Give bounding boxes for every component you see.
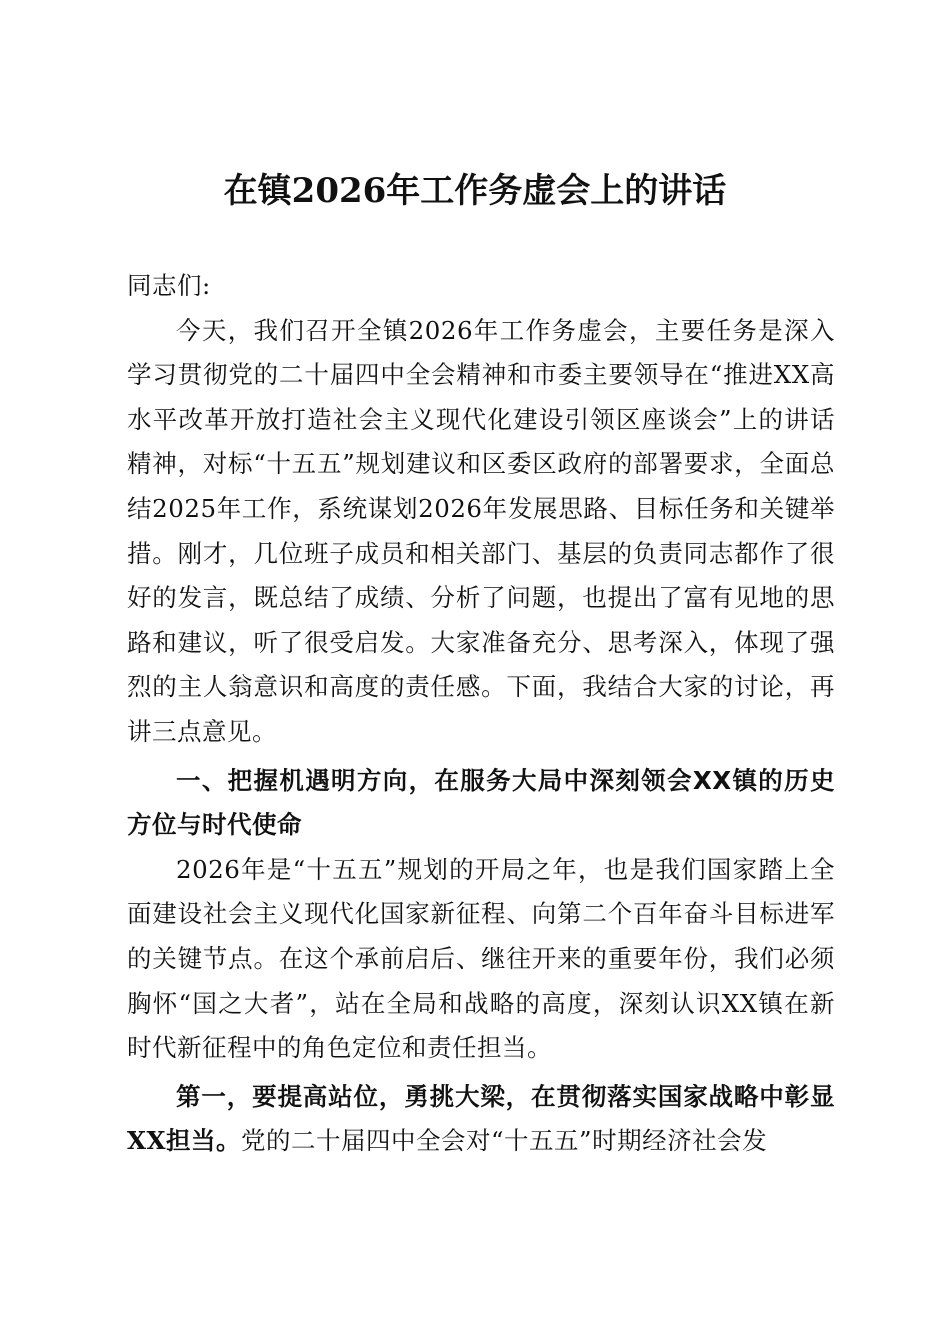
document-body	[127, 264, 835, 1164]
point-one-paragraph	[127, 1075, 835, 1164]
section-heading-one: 一、把握机遇明方向，在服务大局中深刻领会XX镇的历史方位与时代使命	[127, 765, 835, 840]
intro-paragraph: 今天，我们召开全镇2026年工作务虚会，主要任务是深入学习贯彻党的二十届四中全会精神和市委主要领导在“推进XX高水平改革开放打造社会主义现代化建设引领区座谈会”上的讲话精神，对标“十五五”规划建议和区委区政府的部署要求，全面总结2025年工作，系统谋划2026年发展思路、目标任务和关键举措。刚才，几位班子成员和相关部门、基层的负责同志都作了很好的发言，既总结了成绩、分析了问题，也提出了富有见地的思路和建议，听了很受启发。大家准备充分、思考深入，体现了强烈的主人翁意识和高度的责任感。下面，我结合大家的讨论，再讲三点意见。	[127, 315, 835, 746]
point-one-lead: 第一，要提高站位，勇挑大梁，在贯彻落实国家战略中彰显XX担当。	[127, 1081, 835, 1156]
section-one-paragraph: 2026年是“十五五”规划的开局之年，也是我们国家踏上全面建设社会主义现代化国家新征程、向第二个百年奋斗目标进军的关键节点。在这个承前启后、继往开来的重要年份，我们必须胸怀“国之大者”，站在全局和战略的高度，深刻认识XX镇在新时代新征程中的角色定位和责任担当。	[127, 854, 835, 1063]
document-title: 在镇2026年工作务虚会上的讲话	[223, 171, 727, 211]
salutation: 同志们:	[127, 271, 211, 300]
point-one-text: 党的二十届四中全会对“十五五”时期经济社会发	[241, 1126, 768, 1156]
